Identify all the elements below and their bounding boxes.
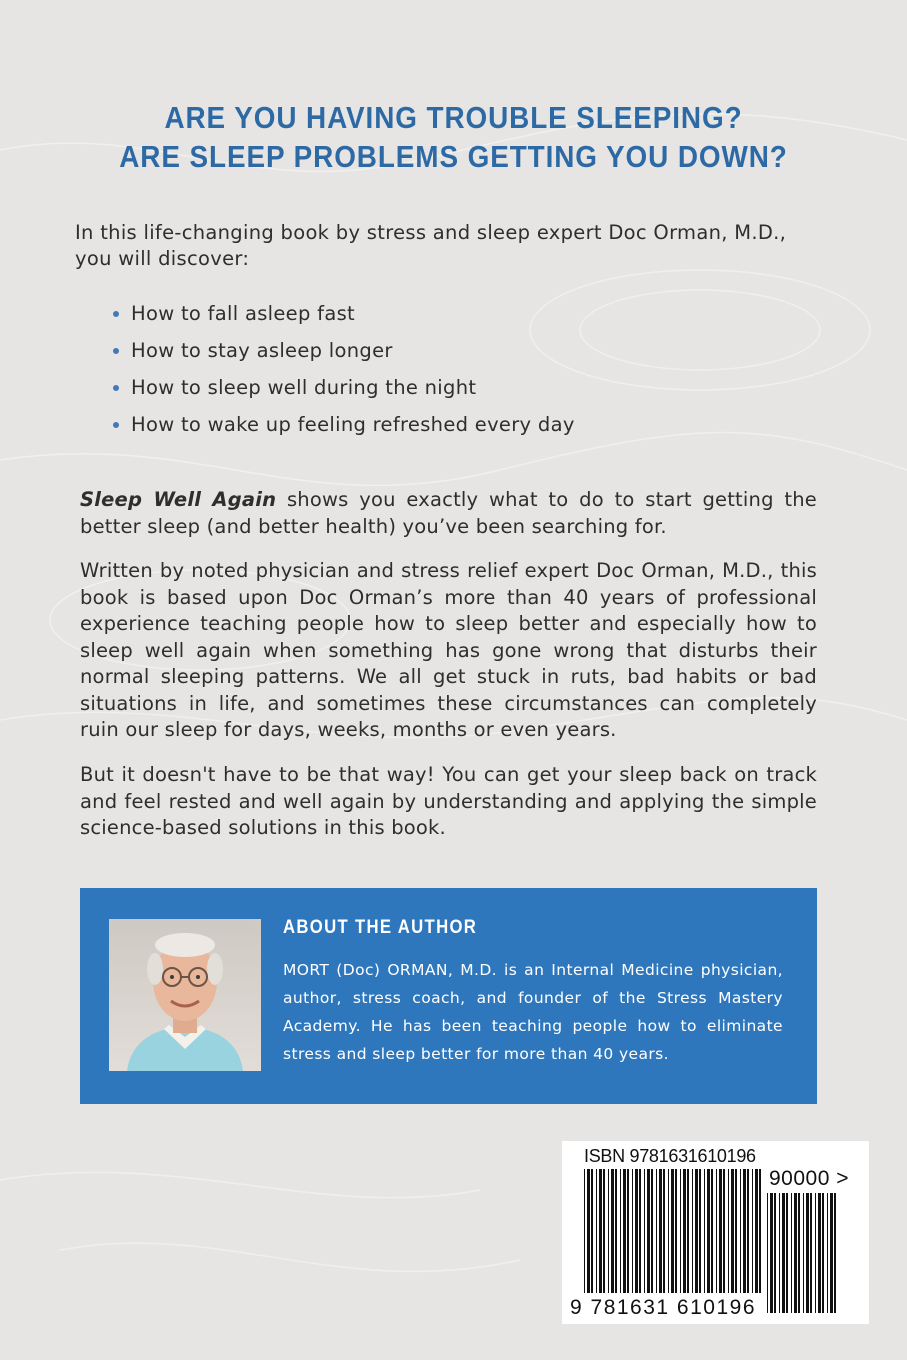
- bullet-dot-icon: [113, 311, 119, 317]
- about-author-box: [80, 888, 817, 1104]
- summary-paragraph: [80, 487, 817, 540]
- bullet-dot-icon: [113, 422, 119, 428]
- headline-line-1: ARE YOU HAVING TROUBLE SLEEPING?: [164, 100, 743, 135]
- list-item-text: How to wake up feeling refreshed every day: [131, 413, 575, 436]
- list-item: [113, 374, 575, 411]
- list-item: [113, 411, 575, 448]
- intro-line-1: In this life-changing book by stress and sleep expert Doc Orman, M.D.,: [75, 221, 787, 244]
- closing-paragraph: But it doesn't have to be that way! You can get your sleep back on track and feel rested and well again by understanding and applying the simple science-based solutions in this book.: [80, 763, 817, 839]
- intro-line-2: you will discover:: [75, 247, 250, 270]
- benefits-list: [113, 300, 575, 448]
- background-paragraph: Written by noted physician and stress relief expert Doc Orman, M.D., this book is based upon Doc Orman’s more than 40 years of professional experience teaching people how to sleep better and especially how to sleep well again when something has gone wrong that disturbs their normal sleeping patterns. We all get stuck in ruts, bad habits or bad situations in life, and sometimes these circumstances can completely ruin our sleep for days, weeks, months or even years.: [80, 559, 817, 741]
- list-item-text: How to stay asleep longer: [131, 339, 393, 362]
- price-addon: 90000 >: [769, 1167, 849, 1190]
- headline-line-2: ARE SLEEP PROBLEMS GETTING YOU DOWN?: [119, 139, 788, 174]
- isbn-number: ISBN 9781631610196: [584, 1146, 756, 1166]
- intro-text: [75, 220, 835, 272]
- list-item-text: How to sleep well during the night: [131, 376, 477, 399]
- list-item-text: How to fall asleep fast: [131, 302, 355, 325]
- headline: [117, 98, 789, 176]
- book-title: Sleep Well Again: [80, 488, 277, 511]
- author-heading: ABOUT THE AUTHOR: [283, 917, 478, 938]
- bullet-dot-icon: [113, 348, 119, 354]
- author-bio: MORT (Doc) ORMAN, M.D. is an Internal Medicine physician, author, stress coach, and founder of the Stress Mastery Academy. He has been teaching people how to eliminate stress and sleep better for more than 40 years.: [283, 961, 783, 1063]
- author-photo: [109, 919, 261, 1071]
- barcode-label: [562, 1141, 869, 1324]
- list-item: [113, 337, 575, 374]
- bullet-dot-icon: [113, 385, 119, 391]
- barcode-digits: 9 781631 610196: [570, 1296, 756, 1319]
- list-item: [113, 300, 575, 337]
- summary-text: shows you exactly what to do to start getting the better sleep (and better health) you’ve been searching for.: [80, 488, 817, 538]
